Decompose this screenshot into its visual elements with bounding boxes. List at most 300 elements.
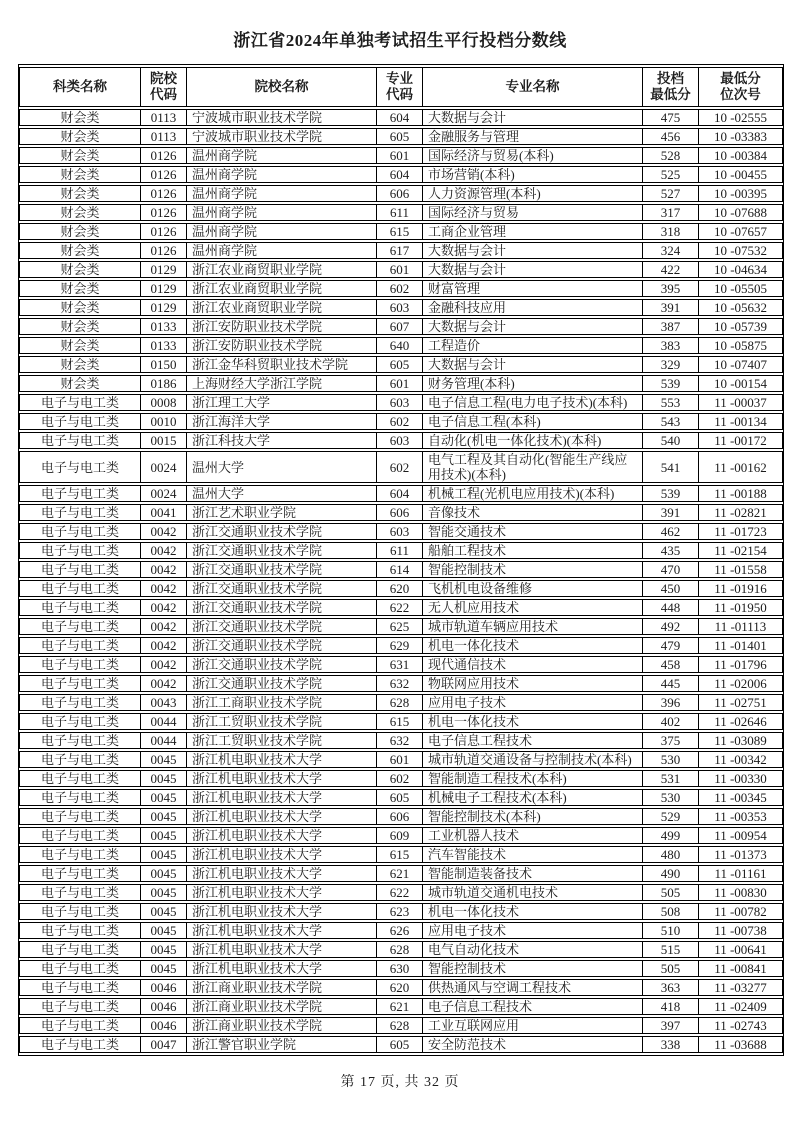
rank-cell: 11 -00738 [699,922,783,939]
table-row [19,789,783,806]
college-name-cell: 温州大学 [187,485,377,502]
min-score-cell: 530 [643,751,699,768]
category-cell: 电子与电工类 [19,542,141,559]
major-code-cell: 620 [377,979,423,996]
college-code-cell: 0042 [141,656,187,673]
major-code-cell: 623 [377,903,423,920]
major-code-cell: 620 [377,580,423,597]
min-score-cell: 505 [643,884,699,901]
college-name-cell: 浙江农业商贸职业学院 [187,299,377,316]
col-header-min-score: 投档 最低分 [643,67,699,107]
table-row [19,432,783,449]
college-code-cell: 0150 [141,356,187,373]
category-cell: 电子与电工类 [19,523,141,540]
category-cell: 电子与电工类 [19,751,141,768]
college-code-cell: 0129 [141,299,187,316]
major-name-cell: 电子信息工程(本科) [423,413,643,430]
major-code-cell: 606 [377,504,423,521]
table-row [19,1036,783,1053]
table-row [19,713,783,730]
college-code-cell: 0045 [141,903,187,920]
major-code-cell: 640 [377,337,423,354]
page-title: 浙江省2024年单独考试招生平行投档分数线 [233,31,567,50]
min-score-cell: 375 [643,732,699,749]
table-row [19,242,783,259]
college-code-cell: 0042 [141,675,187,692]
college-name-cell: 浙江交通职业技术学院 [187,599,377,616]
category-cell: 财会类 [19,147,141,164]
table-row [19,561,783,578]
min-score-cell: 445 [643,675,699,692]
college-name-cell: 浙江工商职业技术学院 [187,694,377,711]
college-code-cell: 0126 [141,185,187,202]
table-row [19,128,783,145]
min-score-cell: 510 [643,922,699,939]
category-cell: 电子与电工类 [19,1017,141,1034]
college-code-cell: 0045 [141,827,187,844]
college-code-cell: 0043 [141,694,187,711]
category-cell: 电子与电工类 [19,413,141,430]
major-code-cell: 601 [377,751,423,768]
major-name-cell: 智能交通技术 [423,523,643,540]
major-name-cell: 工商企业管理 [423,223,643,240]
college-name-cell: 浙江交通职业技术学院 [187,675,377,692]
college-code-cell: 0046 [141,1017,187,1034]
table-row [19,694,783,711]
min-score-cell: 553 [643,394,699,411]
table-row [19,922,783,939]
table-row [19,846,783,863]
college-name-cell: 浙江理工大学 [187,394,377,411]
rank-cell: 10 -05632 [699,299,783,316]
category-cell: 电子与电工类 [19,922,141,939]
major-name-cell: 电气自动化技术 [423,941,643,958]
college-code-cell: 0008 [141,394,187,411]
category-cell: 财会类 [19,223,141,240]
min-score-cell: 528 [643,147,699,164]
rank-cell: 11 -01950 [699,599,783,616]
major-code-cell: 605 [377,1036,423,1053]
min-score-cell: 363 [643,979,699,996]
major-code-cell: 626 [377,922,423,939]
rank-cell: 11 -00037 [699,394,783,411]
rank-cell: 11 -02409 [699,998,783,1015]
rank-cell: 10 -05875 [699,337,783,354]
min-score-cell: 475 [643,109,699,126]
major-name-cell: 工业互联网应用 [423,1017,643,1034]
college-code-cell: 0042 [141,561,187,578]
major-name-cell: 大数据与会计 [423,109,643,126]
major-name-cell: 财务管理(本科) [423,375,643,392]
col-header-category: 科类名称 [19,67,141,107]
college-code-cell: 0045 [141,960,187,977]
major-name-cell: 大数据与会计 [423,318,643,335]
major-code-cell: 604 [377,166,423,183]
rank-cell: 11 -00188 [699,485,783,502]
category-cell: 电子与电工类 [19,580,141,597]
rank-cell: 10 -07688 [699,204,783,221]
category-cell: 电子与电工类 [19,979,141,996]
major-name-cell: 工程造价 [423,337,643,354]
category-cell: 财会类 [19,318,141,335]
rank-cell: 11 -00830 [699,884,783,901]
college-code-cell: 0042 [141,599,187,616]
college-name-cell: 浙江商业职业技术学院 [187,979,377,996]
rank-cell: 10 -00154 [699,375,783,392]
college-name-cell: 浙江机电职业技术大学 [187,846,377,863]
category-cell: 财会类 [19,242,141,259]
table-row [19,261,783,278]
major-name-cell: 人力资源管理(本科) [423,185,643,202]
college-name-cell: 浙江农业商贸职业学院 [187,280,377,297]
college-code-cell: 0133 [141,337,187,354]
rank-cell: 11 -01558 [699,561,783,578]
category-cell: 财会类 [19,261,141,278]
min-score-cell: 505 [643,960,699,977]
college-code-cell: 0133 [141,318,187,335]
rank-cell: 10 -05739 [699,318,783,335]
rank-cell: 10 -05505 [699,280,783,297]
major-name-cell: 智能控制技术(本科) [423,808,643,825]
min-score-cell: 539 [643,485,699,502]
major-code-cell: 625 [377,618,423,635]
category-cell: 财会类 [19,166,141,183]
major-code-cell: 615 [377,846,423,863]
min-score-cell: 543 [643,413,699,430]
major-code-cell: 604 [377,109,423,126]
major-code-cell: 607 [377,318,423,335]
college-name-cell: 浙江机电职业技术大学 [187,751,377,768]
college-name-cell: 温州商学院 [187,166,377,183]
col-header-college-name: 院校名称 [187,67,377,107]
major-name-cell: 工业机器人技术 [423,827,643,844]
college-code-cell: 0186 [141,375,187,392]
college-code-cell: 0041 [141,504,187,521]
min-score-cell: 391 [643,504,699,521]
college-name-cell: 温州商学院 [187,185,377,202]
category-cell: 电子与电工类 [19,808,141,825]
table-row [19,413,783,430]
category-cell: 电子与电工类 [19,394,141,411]
college-code-cell: 0010 [141,413,187,430]
college-name-cell: 宁波城市职业技术学院 [187,109,377,126]
college-name-cell: 浙江机电职业技术大学 [187,922,377,939]
table-row [19,960,783,977]
category-cell: 电子与电工类 [19,675,141,692]
college-code-cell: 0042 [141,618,187,635]
rank-cell: 11 -01401 [699,637,783,654]
major-name-cell: 智能控制技术 [423,561,643,578]
college-name-cell: 浙江交通职业技术学院 [187,656,377,673]
college-name-cell: 浙江金华科贸职业技术学院 [187,356,377,373]
min-score-cell: 450 [643,580,699,597]
major-name-cell: 飞机机电设备维修 [423,580,643,597]
college-name-cell: 浙江机电职业技术大学 [187,808,377,825]
min-score-cell: 530 [643,789,699,806]
table-row [19,318,783,335]
major-code-cell: 601 [377,375,423,392]
min-score-cell: 540 [643,432,699,449]
major-code-cell: 603 [377,299,423,316]
rank-cell: 11 -00954 [699,827,783,844]
min-score-cell: 395 [643,280,699,297]
major-name-cell: 财富管理 [423,280,643,297]
rank-cell: 11 -01916 [699,580,783,597]
college-code-cell: 0042 [141,523,187,540]
table-row [19,884,783,901]
rank-cell: 11 -03089 [699,732,783,749]
score-table [18,64,784,1056]
category-cell: 财会类 [19,337,141,354]
table-row [19,166,783,183]
category-cell: 电子与电工类 [19,960,141,977]
category-cell: 电子与电工类 [19,561,141,578]
min-score-cell: 402 [643,713,699,730]
col-header-major-code: 专业 代码 [377,67,423,107]
table-row [19,223,783,240]
rank-cell: 11 -02751 [699,694,783,711]
category-cell: 电子与电工类 [19,732,141,749]
college-name-cell: 浙江艺术职业学院 [187,504,377,521]
major-name-cell: 机电一体化技术 [423,713,643,730]
rank-cell: 11 -02646 [699,713,783,730]
major-name-cell: 机电一体化技术 [423,903,643,920]
category-cell: 电子与电工类 [19,865,141,882]
rank-cell: 11 -03277 [699,979,783,996]
major-name-cell: 汽车智能技术 [423,846,643,863]
college-code-cell: 0129 [141,280,187,297]
category-cell: 财会类 [19,356,141,373]
table-header-row [19,67,783,107]
college-name-cell: 浙江交通职业技术学院 [187,618,377,635]
major-name-cell: 机械工程(光机电应用技术)(本科) [423,485,643,502]
category-cell: 电子与电工类 [19,884,141,901]
major-code-cell: 622 [377,884,423,901]
table-row [19,827,783,844]
table-row [19,599,783,616]
min-score-cell: 541 [643,451,699,483]
table-row [19,375,783,392]
college-name-cell: 浙江交通职业技术学院 [187,523,377,540]
table-row [19,394,783,411]
rank-cell: 11 -02821 [699,504,783,521]
major-code-cell: 631 [377,656,423,673]
college-code-cell: 0126 [141,166,187,183]
college-code-cell: 0126 [141,242,187,259]
category-cell: 电子与电工类 [19,618,141,635]
rank-cell: 11 -00134 [699,413,783,430]
college-name-cell: 宁波城市职业技术学院 [187,128,377,145]
major-name-cell: 国际经济与贸易(本科) [423,147,643,164]
major-code-cell: 603 [377,432,423,449]
category-cell: 电子与电工类 [19,827,141,844]
col-header-major-name: 专业名称 [423,67,643,107]
category-cell: 财会类 [19,375,141,392]
college-code-cell: 0045 [141,922,187,939]
rank-cell: 11 -01373 [699,846,783,863]
rank-cell: 11 -00342 [699,751,783,768]
college-name-cell: 浙江机电职业技术大学 [187,960,377,977]
col-header-college-code: 院校 代码 [141,67,187,107]
table-row [19,998,783,1015]
min-score-cell: 529 [643,808,699,825]
table-row [19,504,783,521]
major-code-cell: 632 [377,675,423,692]
college-name-cell: 浙江机电职业技术大学 [187,865,377,882]
major-code-cell: 629 [377,637,423,654]
min-score-cell: 317 [643,204,699,221]
min-score-cell: 490 [643,865,699,882]
min-score-cell: 422 [643,261,699,278]
major-name-cell: 城市轨道交通机电技术 [423,884,643,901]
college-name-cell: 浙江机电职业技术大学 [187,789,377,806]
rank-cell: 10 -04634 [699,261,783,278]
table-row [19,770,783,787]
major-code-cell: 622 [377,599,423,616]
category-cell: 财会类 [19,280,141,297]
category-cell: 电子与电工类 [19,941,141,958]
min-score-cell: 458 [643,656,699,673]
rank-cell: 11 -02006 [699,675,783,692]
table-row [19,280,783,297]
major-name-cell: 应用电子技术 [423,694,643,711]
rank-cell: 10 -00384 [699,147,783,164]
college-code-cell: 0045 [141,808,187,825]
category-cell: 电子与电工类 [19,432,141,449]
rank-cell: 11 -00330 [699,770,783,787]
college-code-cell: 0129 [141,261,187,278]
college-code-cell: 0045 [141,751,187,768]
college-name-cell: 浙江警官职业学院 [187,1036,377,1053]
college-name-cell: 浙江农业商贸职业学院 [187,261,377,278]
rank-cell: 11 -02743 [699,1017,783,1034]
category-cell: 电子与电工类 [19,846,141,863]
min-score-cell: 492 [643,618,699,635]
major-code-cell: 611 [377,204,423,221]
major-code-cell: 614 [377,561,423,578]
min-score-cell: 462 [643,523,699,540]
category-cell: 电子与电工类 [19,485,141,502]
major-name-cell: 大数据与会计 [423,242,643,259]
table-row [19,356,783,373]
major-name-cell: 电子信息工程技术 [423,732,643,749]
category-cell: 电子与电工类 [19,637,141,654]
major-name-cell: 智能制造工程技术(本科) [423,770,643,787]
rank-cell: 11 -02154 [699,542,783,559]
table-row [19,451,783,483]
major-code-cell: 617 [377,242,423,259]
rank-cell: 10 -07532 [699,242,783,259]
table-row [19,637,783,654]
college-name-cell: 浙江科技大学 [187,432,377,449]
college-name-cell: 浙江机电职业技术大学 [187,941,377,958]
major-code-cell: 606 [377,808,423,825]
college-code-cell: 0126 [141,204,187,221]
rank-cell: 11 -00841 [699,960,783,977]
category-cell: 电子与电工类 [19,599,141,616]
major-code-cell: 628 [377,941,423,958]
major-code-cell: 601 [377,261,423,278]
category-cell: 电子与电工类 [19,694,141,711]
table-row [19,618,783,635]
rank-cell: 11 -00345 [699,789,783,806]
major-code-cell: 605 [377,128,423,145]
major-name-cell: 自动化(机电一体化技术)(本科) [423,432,643,449]
table-row [19,185,783,202]
major-code-cell: 628 [377,1017,423,1034]
major-name-cell: 电气工程及其自动化(智能生产线应用技术)(本科) [423,451,643,483]
college-name-cell: 浙江交通职业技术学院 [187,542,377,559]
major-code-cell: 605 [377,789,423,806]
college-code-cell: 0045 [141,789,187,806]
college-name-cell: 浙江机电职业技术大学 [187,770,377,787]
table-row [19,542,783,559]
major-code-cell: 632 [377,732,423,749]
rank-cell: 11 -03688 [699,1036,783,1053]
category-cell: 电子与电工类 [19,451,141,483]
table-row [19,941,783,958]
college-name-cell: 浙江机电职业技术大学 [187,903,377,920]
category-cell: 电子与电工类 [19,713,141,730]
college-code-cell: 0042 [141,542,187,559]
college-name-cell: 浙江机电职业技术大学 [187,827,377,844]
major-name-cell: 现代通信技术 [423,656,643,673]
major-name-cell: 供热通风与空调工程技术 [423,979,643,996]
min-score-cell: 383 [643,337,699,354]
college-name-cell: 浙江工贸职业技术学院 [187,732,377,749]
college-code-cell: 0044 [141,732,187,749]
college-code-cell: 0047 [141,1036,187,1053]
min-score-cell: 456 [643,128,699,145]
rank-cell: 10 -07407 [699,356,783,373]
major-code-cell: 628 [377,694,423,711]
college-name-cell: 浙江安防职业技术学院 [187,337,377,354]
major-name-cell: 智能制造装备技术 [423,865,643,882]
college-code-cell: 0045 [141,770,187,787]
rank-cell: 10 -00395 [699,185,783,202]
college-code-cell: 0042 [141,637,187,654]
major-code-cell: 605 [377,356,423,373]
college-name-cell: 浙江海洋大学 [187,413,377,430]
major-name-cell: 电子信息工程(电力电子技术)(本科) [423,394,643,411]
min-score-cell: 470 [643,561,699,578]
major-name-cell: 智能控制技术 [423,960,643,977]
college-code-cell: 0042 [141,580,187,597]
college-name-cell: 浙江交通职业技术学院 [187,580,377,597]
college-name-cell: 温州商学院 [187,204,377,221]
major-code-cell: 602 [377,413,423,430]
rank-cell: 10 -00455 [699,166,783,183]
table-row [19,485,783,502]
category-cell: 财会类 [19,204,141,221]
college-code-cell: 0045 [141,846,187,863]
rank-cell: 10 -07657 [699,223,783,240]
table-row [19,656,783,673]
table-row [19,1017,783,1034]
table-row [19,732,783,749]
major-code-cell: 609 [377,827,423,844]
rank-cell: 10 -02555 [699,109,783,126]
category-cell: 电子与电工类 [19,1036,141,1053]
college-name-cell: 浙江机电职业技术大学 [187,884,377,901]
college-code-cell: 0024 [141,451,187,483]
min-score-cell: 418 [643,998,699,1015]
college-code-cell: 0015 [141,432,187,449]
college-name-cell: 浙江商业职业技术学院 [187,998,377,1015]
college-code-cell: 0046 [141,979,187,996]
min-score-cell: 329 [643,356,699,373]
major-name-cell: 物联网应用技术 [423,675,643,692]
